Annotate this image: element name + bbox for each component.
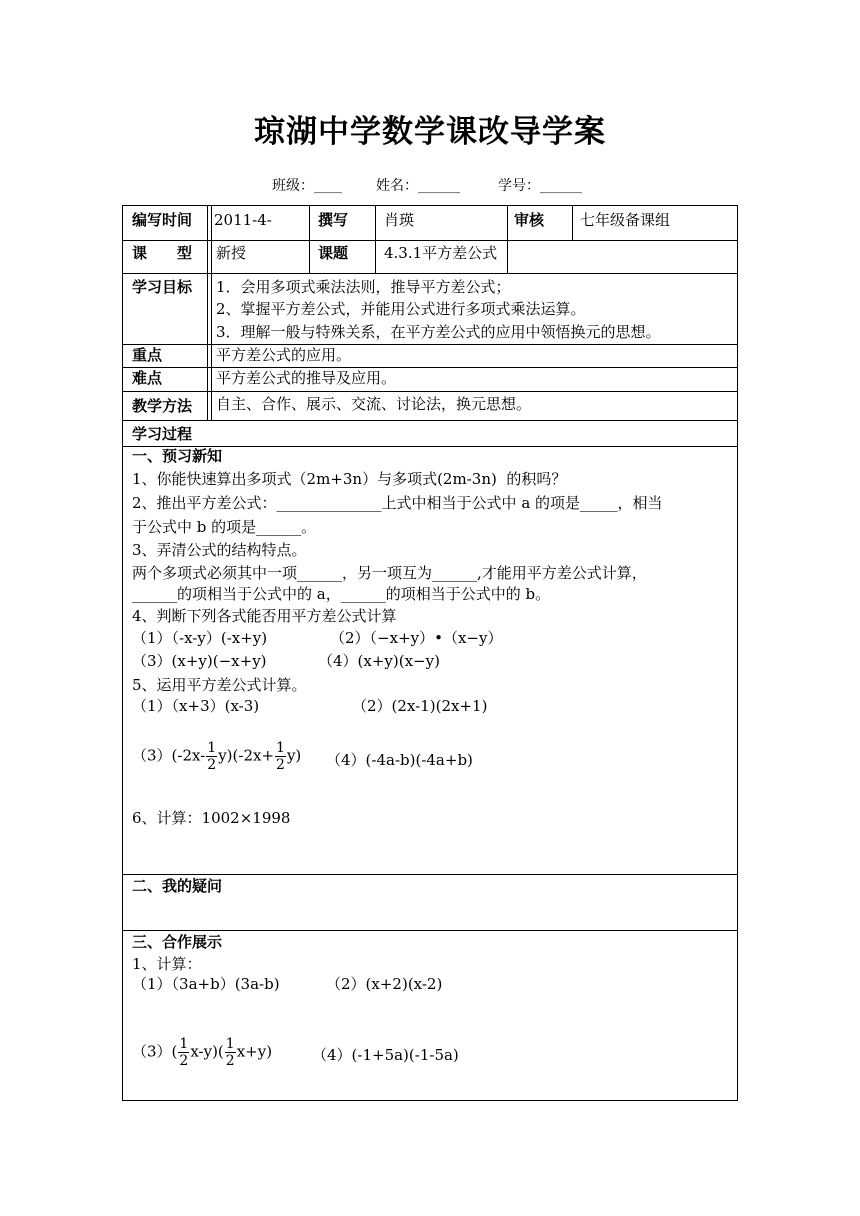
fraction-numerator: 1 bbox=[225, 1036, 235, 1052]
question-text: 6、计算：1002×1998 bbox=[132, 809, 291, 827]
exercise-item: （2）(x+2)(x-2) bbox=[326, 975, 443, 993]
expr-part: x+y) bbox=[236, 1042, 273, 1061]
page-title: 琼湖中学数学课改导学案 bbox=[254, 114, 606, 150]
question-text: 4、判断下列各式能否用平方差公式计算 bbox=[132, 607, 397, 625]
exercise-item: （1）（x+3）(x-3) bbox=[132, 697, 260, 715]
expr-part: （3）( bbox=[132, 1042, 178, 1061]
key-point-value: 平方差公式的应用。 bbox=[216, 346, 352, 364]
expr-part: y) bbox=[286, 746, 302, 765]
review-value: 七年级备课组 bbox=[580, 211, 671, 229]
exercise-item: （4）(x+y)(x−y) bbox=[318, 652, 440, 670]
fraction bbox=[225, 1036, 236, 1069]
col-divider bbox=[507, 206, 508, 273]
exercise-item: （1）（-x-y）(-x+y) bbox=[132, 629, 268, 647]
question-text: 1、你能快速算出多项式（2m+3n）与多项式(2m-3n) 的积吗？ bbox=[132, 470, 567, 488]
topic-value: 4.3.1平方差公式 bbox=[384, 244, 498, 262]
goals-label: 学习目标 bbox=[132, 278, 193, 296]
question-text: 3、弄清公式的结构特点。 bbox=[132, 541, 307, 559]
goal-item: 1．会用多项式乘法法则，推导平方差公式； bbox=[216, 278, 511, 296]
question-text: 1、计算： bbox=[132, 955, 202, 973]
fraction-denominator: 2 bbox=[276, 757, 285, 773]
section-heading: 三、合作展示 bbox=[132, 933, 223, 951]
fraction bbox=[178, 1036, 189, 1069]
time-label: 编写时间 bbox=[132, 211, 193, 229]
fraction-numerator: 1 bbox=[179, 1036, 189, 1052]
fraction-denominator: 2 bbox=[207, 757, 217, 773]
section-heading: 二、我的疑问 bbox=[132, 877, 223, 895]
review-label: 审核 bbox=[514, 211, 545, 229]
row-divider bbox=[123, 874, 737, 875]
question-text: 于公式中 b 的项是______。 bbox=[132, 518, 317, 536]
exercise-item: （2）(2x-1)(2x+1) bbox=[352, 697, 488, 715]
author-label: 撰写 bbox=[318, 211, 349, 229]
type-label: 课 型 bbox=[132, 244, 193, 262]
method-label: 教学方法 bbox=[132, 397, 193, 415]
col-divider bbox=[572, 206, 573, 240]
question-text: 两个多项式必须其中一项______，另一项互为______,才能用平方差公式计算， bbox=[132, 564, 647, 582]
time-value: 2011-4- bbox=[214, 211, 272, 229]
exercise-item: （4）(-1+5a)(-1-5a) bbox=[312, 1046, 459, 1064]
goal-item: 2、掌握平方差公式，并能用公式进行多项式乘法运算。 bbox=[216, 300, 586, 318]
exercise-item-fraction bbox=[132, 1036, 272, 1069]
question-text: ______的项相当于公式中的 a，______的项相当于公式中的 b。 bbox=[132, 585, 551, 603]
type-value: 新授 bbox=[216, 244, 247, 262]
row-divider bbox=[123, 273, 737, 274]
fraction bbox=[275, 740, 286, 773]
method-value: 自主、合作、展示、交流、讨论法，换元思想。 bbox=[216, 395, 532, 413]
exercise-item: （4）(-4a-b)(-4a+b) bbox=[326, 751, 473, 769]
fraction-denominator: 2 bbox=[225, 1053, 235, 1069]
question-text: 2、推出平方差公式：______________上式中相当于公式中 a 的项是_____，相当 bbox=[132, 494, 663, 512]
expr-part: （3）(-2x- bbox=[132, 746, 206, 765]
expr-part: y)(-2x+ bbox=[218, 746, 275, 765]
author-value: 肖瑛 bbox=[384, 211, 415, 229]
section-heading: 一、预习新知 bbox=[132, 447, 223, 465]
difficulty-value: 平方差公式的推导及应用。 bbox=[216, 369, 397, 387]
row-divider bbox=[123, 420, 737, 421]
col-divider bbox=[207, 206, 208, 420]
fraction-denominator: 2 bbox=[179, 1053, 189, 1069]
col-divider bbox=[211, 206, 212, 420]
key-point-label: 重点 bbox=[132, 346, 163, 364]
question-text: 5、运用平方差公式计算。 bbox=[132, 676, 307, 694]
exercise-item: （2）（−x+y）•（x−y） bbox=[330, 629, 503, 647]
name-field: 姓名：______ bbox=[376, 178, 460, 194]
student-id-field: 学号：______ bbox=[498, 178, 582, 194]
row-divider bbox=[123, 930, 737, 931]
row-divider bbox=[123, 391, 737, 392]
col-divider bbox=[309, 206, 310, 273]
process-label: 学习过程 bbox=[132, 425, 193, 443]
topic-label: 课题 bbox=[318, 244, 349, 262]
exercise-item-fraction bbox=[132, 740, 301, 773]
goal-item: 3．理解一般与特殊关系，在平方差公式的应用中领悟换元的思想。 bbox=[216, 323, 661, 341]
expr-part: x-y)( bbox=[190, 1042, 224, 1061]
fraction-numerator: 1 bbox=[276, 740, 285, 756]
col-divider bbox=[375, 206, 376, 273]
exercise-item: （1）（3a+b）(3a-b) bbox=[132, 975, 280, 993]
difficulty-label: 难点 bbox=[132, 369, 163, 387]
fraction bbox=[206, 740, 217, 773]
class-field: 班级：____ bbox=[272, 178, 342, 194]
exercise-item: （3）(x+y)(−x+y) bbox=[132, 652, 267, 670]
fraction-numerator: 1 bbox=[207, 740, 217, 756]
row-divider bbox=[123, 240, 737, 241]
